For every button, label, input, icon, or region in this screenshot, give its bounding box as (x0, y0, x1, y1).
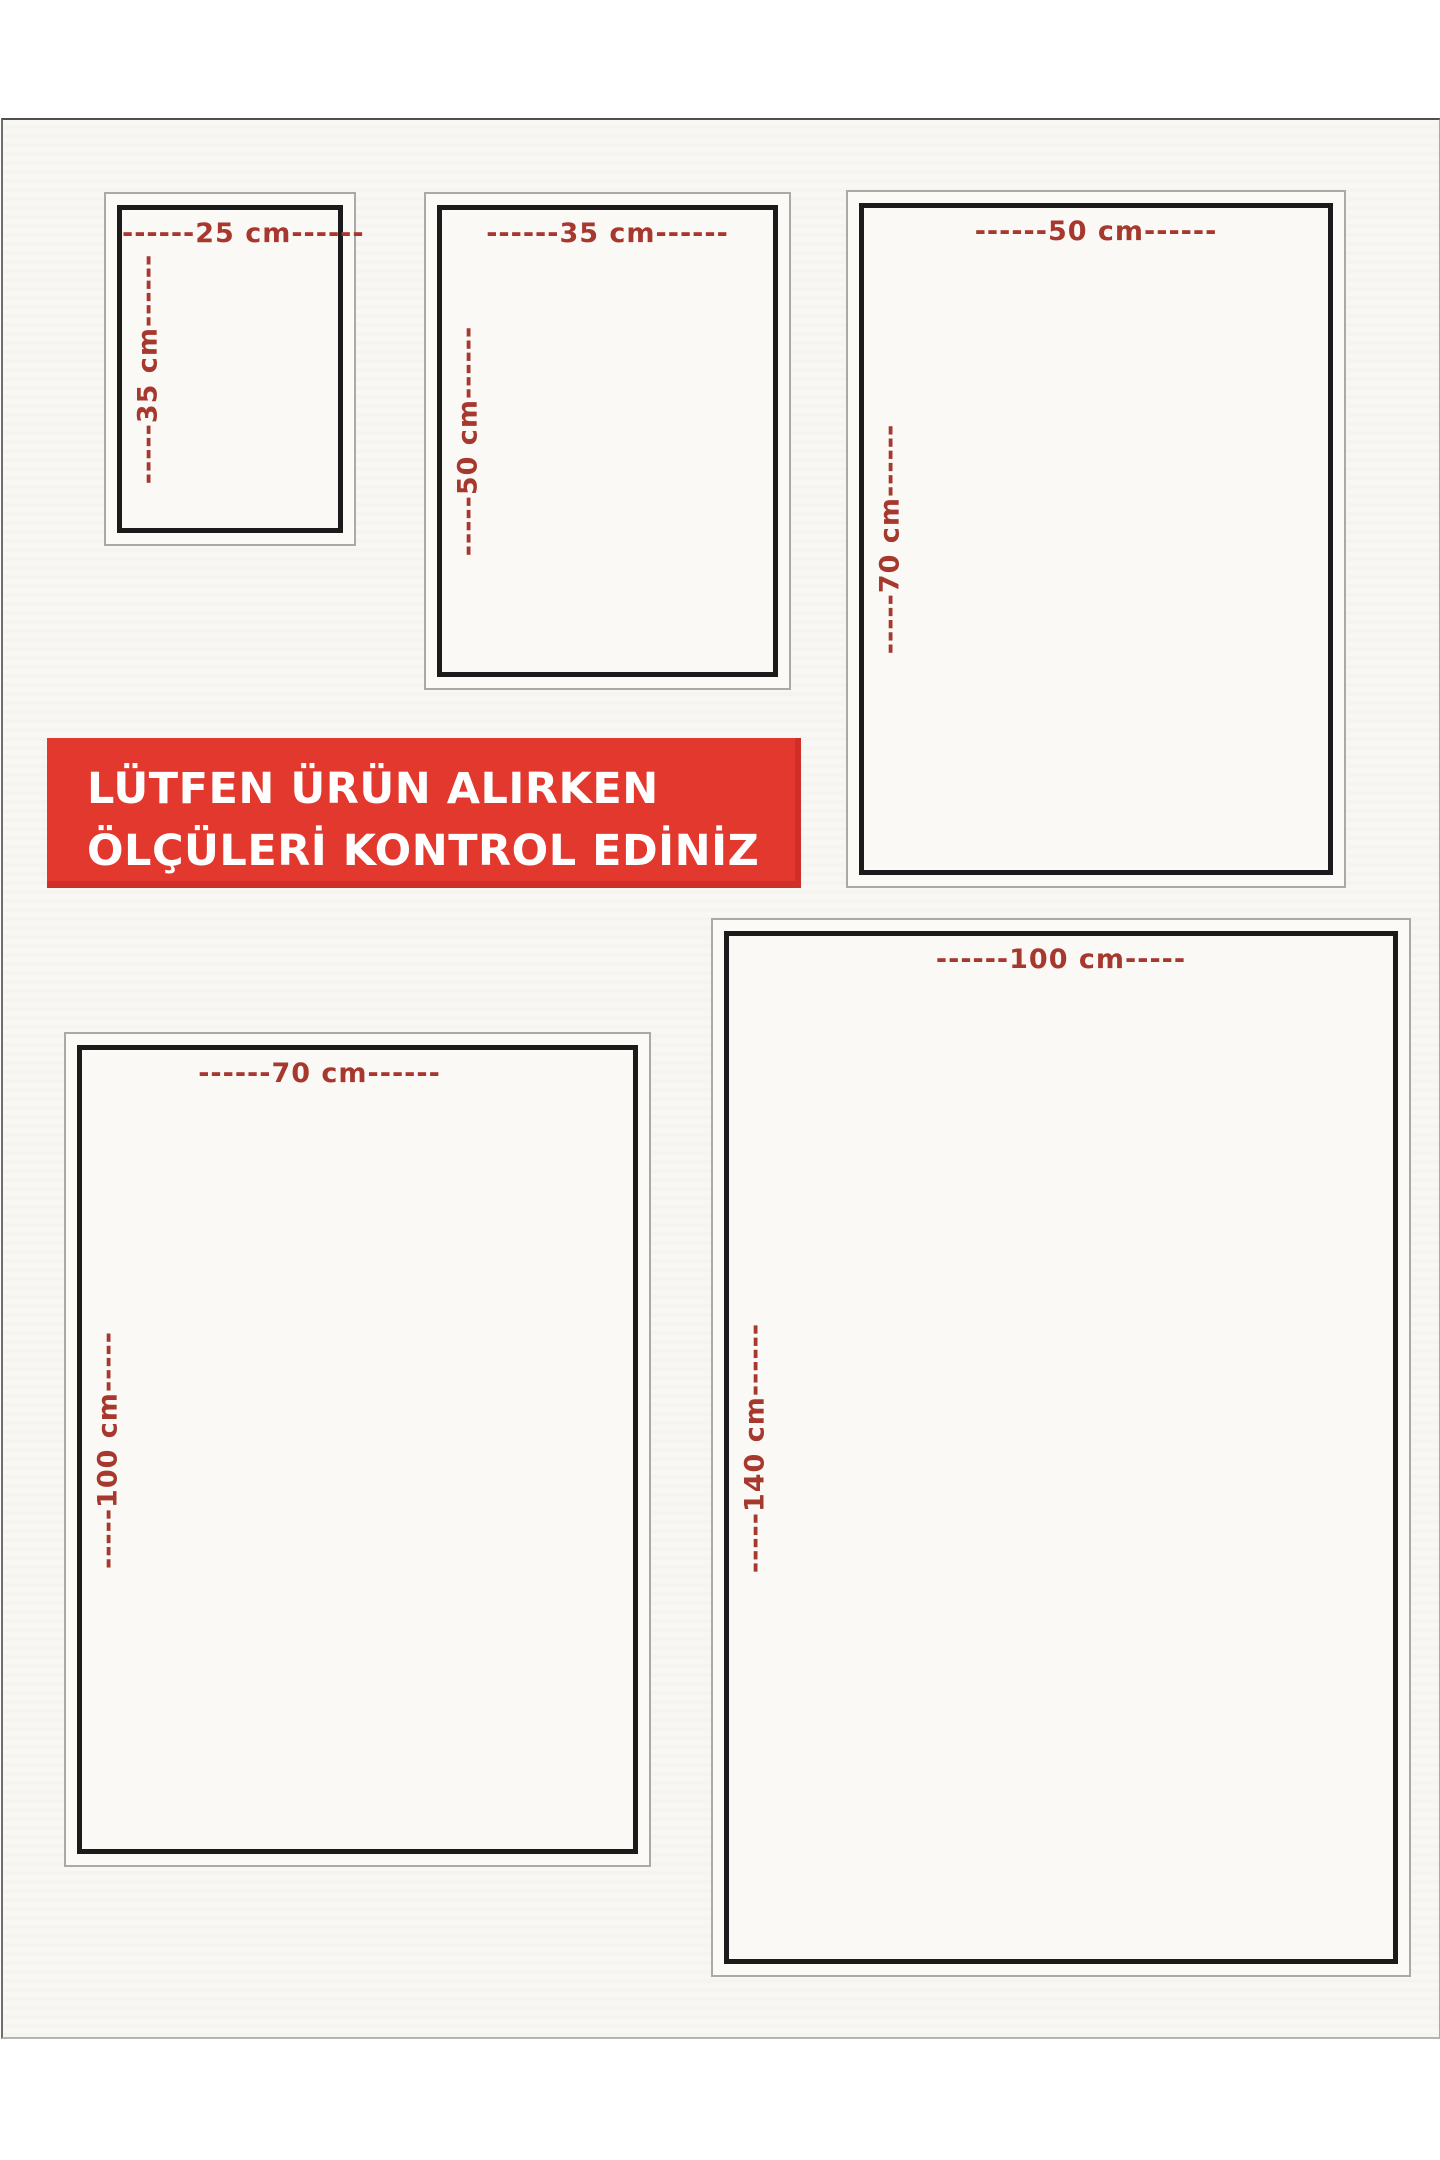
size-box-50x70-frame (859, 203, 1333, 875)
height-label-70cm: -----70 cm------ (874, 423, 906, 655)
height-label-50cm: -----50 cm------ (452, 325, 484, 557)
size-box-50x70 (846, 190, 1346, 888)
size-box-35x50-frame (437, 205, 778, 677)
size-box-25x35 (104, 192, 365, 546)
size-box-25x35-frame (117, 205, 365, 533)
warning-banner-line-1: LÜTFEN ÜRÜN ALIRKEN (87, 764, 659, 814)
height-label-100cm: -----100 cm----- (92, 1330, 124, 1569)
size-chart-canvas (1, 118, 1440, 2039)
height-label-35cm: -----35 cm------ (132, 253, 164, 485)
size-box-70x100-frame (77, 1045, 638, 1854)
width-label-35cm: ------35 cm------ (486, 218, 729, 249)
width-label-50cm: ------50 cm------ (974, 216, 1218, 247)
warning-banner-line-2: ÖLÇÜLERİ KONTROL EDİNİZ (87, 826, 760, 876)
size-box-35x50 (424, 192, 791, 690)
height-label-140cm: -----140 cm------ (739, 1322, 771, 1573)
size-box-100x140 (711, 918, 1411, 1977)
width-label-25cm: ------25 cm------ (122, 218, 365, 249)
size-box-100x140-frame (724, 931, 1398, 1964)
warning-banner (47, 738, 801, 888)
width-label-70cm: ------70 cm------ (198, 1058, 441, 1089)
width-label-100cm: ------100 cm----- (935, 944, 1187, 975)
size-box-70x100 (64, 1032, 651, 1867)
